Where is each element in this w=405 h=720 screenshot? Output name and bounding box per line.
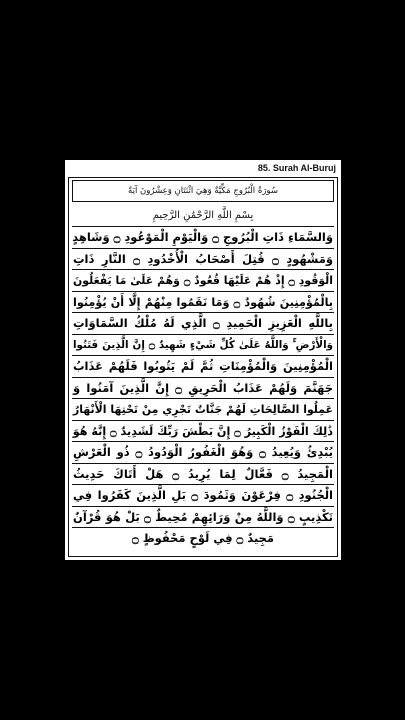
verse-line-2: وَمَشْهُودٍ ۝ قُتِلَ أَصْحَابُ الْأُخْدُودِ ۝ النَّارِ ذَاتِ: [72, 249, 334, 271]
verse-line-3: الْوَقُودِ ۝ إِذْ هُمْ عَلَيْهَا قُعُودٌ ۝ وَهُمْ عَلَىٰ مَا يَفْعَلُونَ: [72, 270, 334, 292]
verse-line-15: مَجِيدٌ ۝ فِي لَوْحٍ مَحْفُوظٍ ۝: [131, 531, 275, 545]
text-frame: [68, 177, 338, 557]
verse-line-14: تَكْذِيبٍ ۝ وَاللَّهُ مِنْ وَرَائِهِمْ مُحِيطٌ ۝ بَلْ هُوَ قُرْآنٌ: [72, 507, 334, 529]
verse-line-6: وَالْأَرْضِ ۚ وَاللَّهُ عَلَىٰ كُلِّ شَيْءٍ شَهِيدٌ ۝ إِنَّ الَّذِينَ فَتَنُوا: [72, 335, 334, 357]
verse-line-1: وَالسَّمَاءِ ذَاتِ الْبُرُوجِ ۝ وَالْيَوْمِ الْمَوْعُودِ ۝ وَشَاهِدٍ: [72, 227, 334, 249]
surah-title-box: [72, 180, 334, 202]
verse-line-8: جَهَنَّمَ وَلَهُمْ عَذَابُ الْحَرِيقِ ۝ إِنَّ الَّذِينَ آمَنُوا وَ: [72, 378, 334, 400]
verse-line-5: بِاللَّهِ الْعَزِيزِ الْحَمِيدِ ۝ الَّذِي لَهُ مُلْكُ السَّمَاوَاتِ: [72, 313, 334, 335]
surah-title: سُورَةُ الْبُرُوجِ مَكِّيَّةٌ وَهِيَ اثْنَتَانِ وَعِشْرُونَ آيَةً: [128, 186, 278, 196]
verse-line-11: يُبْدِئُ وَيُعِيدُ ۝ وَهُوَ الْغَفُورُ الْوَدُودُ ۝ ذُو الْعَرْشِ: [72, 442, 334, 464]
verse-line-7: الْمُؤْمِنِينَ وَالْمُؤْمِنَاتِ ثُمَّ لَمْ يَتُوبُوا فَلَهُمْ عَذَابُ: [72, 356, 334, 378]
verse-line-4: بِالْمُؤْمِنِينَ شُهُودٌ ۝ وَمَا نَقَمُوا مِنْهُمْ إِلَّا أَنْ يُؤْمِنُوا: [72, 292, 334, 314]
mushaf-page: [65, 160, 341, 560]
verse-line-13: الْجُنُودِ ۝ فِرْعَوْنَ وَثَمُودَ ۝ بَلِ الَّذِينَ كَفَرُوا فِي: [72, 485, 334, 507]
basmala: بِسْمِ اللَّهِ الرَّحْمَٰنِ الرَّحِيمِ: [72, 204, 334, 227]
page-header: [68, 162, 338, 176]
verse-line-10: ذَٰلِكَ الْفَوْزُ الْكَبِيرُ ۝ إِنَّ بَطْشَ رَبِّكَ لَشَدِيدٌ ۝ إِنَّهُ هُوَ: [72, 421, 334, 443]
verse-line-12: الْمَجِيدُ ۝ فَعَّالٌ لِمَا يُرِيدُ ۝ هَلْ أَتَاكَ حَدِيثُ: [72, 464, 334, 486]
surah-reference: 85. Surah Al-Buruj: [257, 163, 336, 173]
verse-lines: [72, 227, 334, 550]
verse-line-9: عَمِلُوا الصَّالِحَاتِ لَهُمْ جَنَّاتٌ تَجْرِي مِنْ تَحْتِهَا الْأَنْهَارُ: [72, 399, 334, 421]
